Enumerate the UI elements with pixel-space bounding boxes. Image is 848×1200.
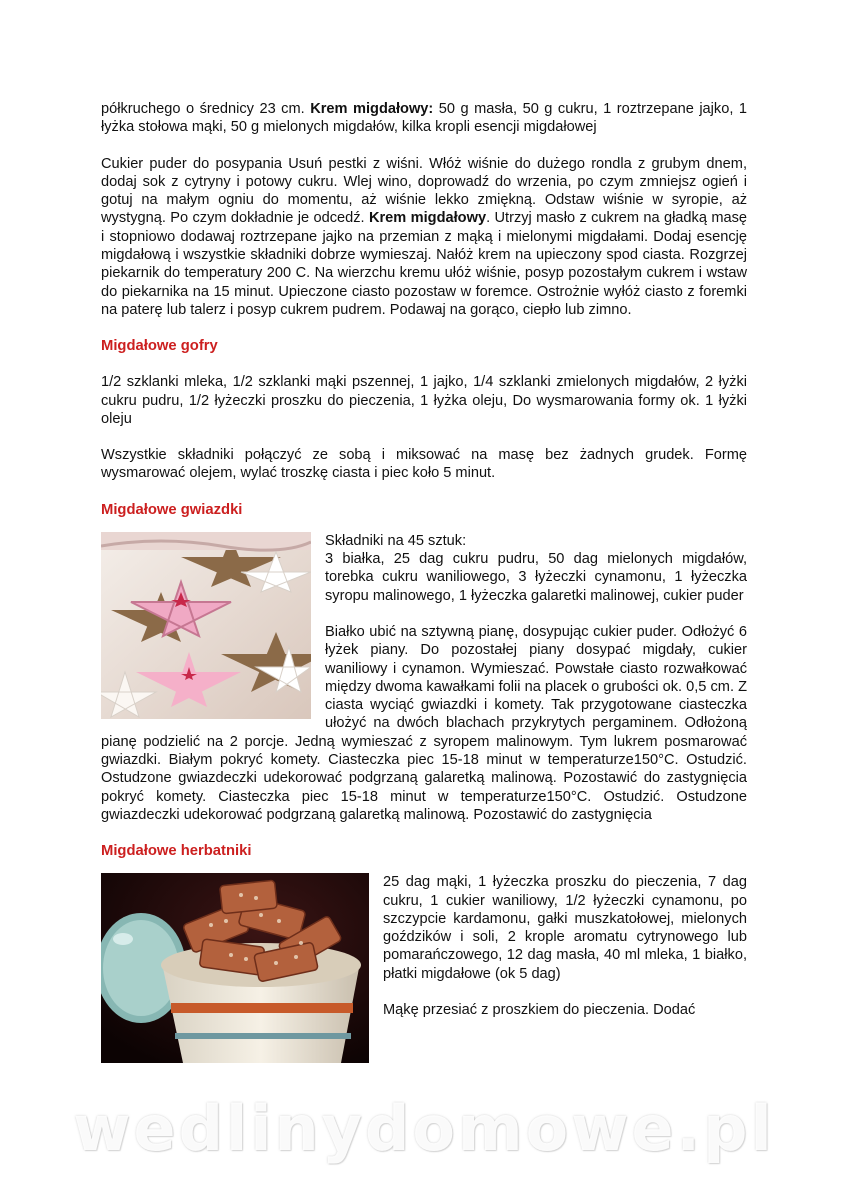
- krem-label: Krem migdałowy:: [310, 101, 434, 117]
- site-watermark: wedlinydomowe.pl: [73, 1092, 775, 1165]
- method-paragraph: Cukier puder do posypania Usuń pestki z wiśni. Włóż wiśnie do dużego rondla z grubym dnem, dodaj sok z cytryny i potowy cukru. Wlej wino, doprowadź do wrzenia, po czym zmniejsz ogień i gotuj na małym ogniu do momentu, aż wiśnie lekko zmiękną. Odstaw wiśnie w syropie, aż wystygną. Po czym dokładnie je odcedź. Krem migdałowy. Utrzyj masło z cukrem na gładką masę i stopniowo dodawaj roztrzepane jajko na przemian z mąką i mielonymi migdałami. Dodaj esencję migdałową i wszystkie składniki dobrze wymieszaj. Nałóż krem na upieczony spod ciasta. Rozgrzej piekarnik do temperatury 200 C. Na wierzchu kremu ułóż wiśnie, posyp pozostałym cukrem i wstaw do piekarnika na 15 minut. Upieczone ciasto pozostaw w foremce. Ostrożnie wyłóż ciasto z foremki na paterę lub talerz i posyp cukrem pudrem. Podawaj na gorąco, ciepło lub zimno.: [101, 155, 748, 318]
- gwiazdki-count: Składniki na 45 sztuk:: [325, 532, 467, 549]
- herbatniki-ingredients: 25 dag mąki, 1 łyżeczka proszku do pieczenia, 7 dag cukru, 1 cukier waniliowy, 1/2 łyżeczki cynamonu, po szczypcie kardamonu, gałki muszkatołowej, mielonych goździków i soli, 2 krople aromatu cytrynowego lub pomarańczowego, 12 dag masła, 40 ml mleka, 1 białko, płatki migdałowe (ok 5 dag): [383, 874, 747, 982]
- gwiazdki-ingredients: 3 białka, 25 dag cukru pudru, 50 dag mielonych migdałów, torebka cukru waniliowego, 3 łyżeczki cynamonu, 1 łyżeczka syropu malinowego, 1 łyżeczka galaretki malinowej, cukier puder: [325, 551, 747, 604]
- star-cookies-photo: [101, 532, 311, 719]
- section-title-herbatniki: Migdałowe herbatniki: [101, 843, 252, 860]
- almond-biscuits-photo: [101, 873, 369, 1063]
- document-page: [101, 100, 747, 1067]
- section-title-gofry: Migdałowe gofry: [101, 338, 218, 355]
- section-title-gwiazdki: Migdałowe gwiazdki: [101, 501, 243, 518]
- krem-heading-inline: Krem migdałowy: [368, 210, 487, 227]
- herbatniki-method: Mąkę przesiać z proszkiem do pieczenia. Dodać: [383, 1001, 696, 1018]
- gofry-method: Wszystkie składniki połączyć ze sobą i miksować na masę bez żadnych grudek. Formę wysmarować olejem, wylać troszkę ciasta i piec koło 5 minut.: [101, 447, 747, 482]
- gwiazdki-method: Białko ubić na sztywną pianę, dosypując cukier puder. Odłożyć 6 łyżek piany. Do pozostałej piany dosypać migdały, cukier waniliowy i cynamon. Wymieszać. Powstałe ciasto rozwałkować między dwoma kawałkami folii na placek o grubości ok. 0,5 cm. Z ciasta wyciąć gwiazdki i komety. Tak przygotowane ciasteczka ułożyć na dwóch blachach przykrytych pergaminem. Odłożoną pianę podzielić na 2 porcje. Jedną wymieszać z syropem malinowym. Tym lukrem posmarować gwiazdki. Białym pokryć komety. Ciasteczka piec 15-18 minut w temperaturze150°C. Ostudzić. Ostudzone gwiazdeczki udekorować podgrzaną galaretką malinową. Pozostawić do zastygnięcia pokryć komety. Ciasteczka piec 15-18 minut w temperaturze150°C. Ostudzić. Ostudzone gwiazdeczki udekorować podgrzaną galaretką malinową. Pozostawić do zastygnięcia: [101, 623, 747, 823]
- intro-paragraph: półkruchego o średnicy 23 cm. Krem migdałowy: 50 g masła, 50 g cukru, 1 roztrzepane jajko, 1 łyżka stołowa mąki, 50 g mielonych migdałów, kilka kropli esencji migdałowej: [101, 101, 747, 136]
- gofry-ingredients: 1/2 szklanki mleka, 1/2 szklanki mąki pszennej, 1 jajko, 1/4 szklanki zmielonych migdałów, 2 łyżki cukru pudru, 1/2 łyżeczki proszku do pieczenia, 1 łyżka oleju, Do wysmarowania formy ok. 1 łyżki oleju: [101, 374, 747, 427]
